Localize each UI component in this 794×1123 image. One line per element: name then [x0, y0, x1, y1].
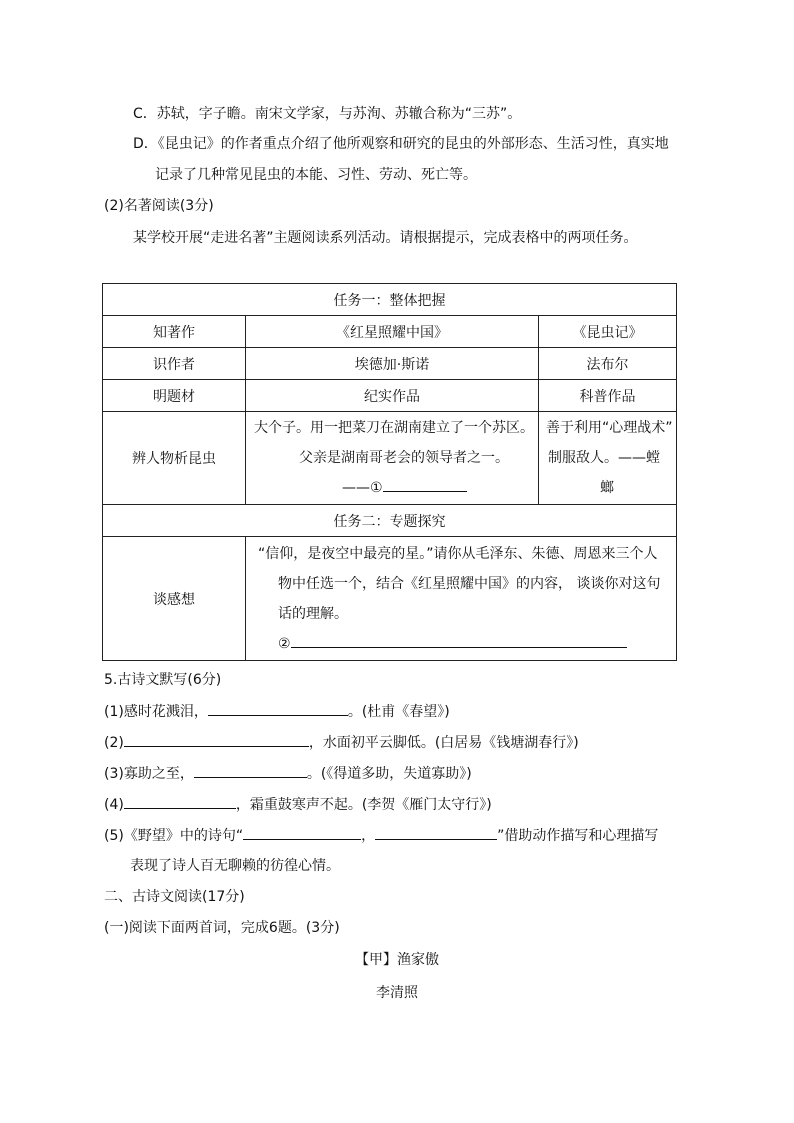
row-label: 识作者 — [103, 348, 246, 380]
answer-1-marker: ——① — [342, 480, 383, 496]
analysis-row — [103, 412, 677, 505]
q5-item5-comma: ， — [361, 828, 376, 844]
table-row — [103, 380, 677, 412]
discuss-line4 — [258, 629, 676, 659]
answer-2-blank[interactable] — [291, 633, 627, 648]
row-col2: 法布尔 — [539, 348, 677, 380]
discuss-content — [246, 537, 677, 661]
answer-2-marker: ② — [278, 635, 291, 652]
discuss-line2: 物中任选一个，结合《红星照耀中国》的内容， 谈谈你对这句 — [278, 575, 661, 592]
q5-item1-blank[interactable] — [208, 701, 348, 716]
poem-title: 【甲】渔家傲 — [355, 952, 439, 968]
q5-item4 — [104, 794, 492, 815]
section2-heading: (2)名著阅读(3分) — [104, 198, 214, 214]
table-row — [103, 316, 677, 348]
row-label: 明题材 — [103, 380, 246, 412]
q5-item5-blank-b[interactable] — [375, 825, 497, 840]
row-col2: 科普作品 — [539, 380, 677, 412]
row-label: 知著作 — [103, 316, 246, 348]
q5-item5 — [104, 825, 658, 846]
q5-item2-prefix: (2) — [104, 735, 124, 751]
q5-item3 — [104, 763, 472, 784]
row-col2: 《昆虫记》 — [539, 316, 677, 348]
q5-item4-prefix: (4) — [104, 797, 124, 813]
analysis-col2 — [539, 412, 677, 505]
discuss-row — [103, 537, 677, 661]
analysis-label: 辨人物析昆虫 — [103, 412, 246, 505]
discuss-line1: “信仰，是夜空中最亮的星。”请你从毛泽东、朱德、周恩来三个人 — [258, 545, 658, 562]
answer-1-blank[interactable] — [383, 477, 467, 492]
task1-title: 任务一：整体把握 — [103, 284, 677, 316]
analysis-col2-line3: 螂 — [600, 480, 614, 496]
task-table — [102, 283, 677, 661]
q5-item2-suffix: ，水面初平云脚低。(白居易《钱塘湖春行》) — [308, 735, 579, 751]
discuss-line3: 话的理解。 — [278, 605, 348, 622]
analysis-col1 — [246, 412, 539, 505]
task2-title: 任务二：专题探究 — [103, 505, 677, 537]
analysis-col1-line1: 大个子。用一把菜刀在湖南建立了一个苏区。 — [254, 420, 534, 436]
q5-item3-blank[interactable] — [194, 763, 307, 778]
q5-item1-prefix: (1)感时花溅泪， — [104, 704, 208, 720]
option-c: C．苏轼，字子瞻。南宋文学家，与苏洵、苏辙合称为“三苏”。 — [133, 106, 522, 122]
analysis-col1-line3 — [254, 473, 538, 503]
q5-item2 — [104, 732, 579, 753]
row-col1: 埃德加·斯诺 — [246, 348, 539, 380]
poem-author: 李清照 — [376, 985, 418, 1001]
q5-item5-prefix: (5)《野望》中的诗句“ — [104, 828, 244, 844]
q5-item3-suffix: 。(《得道多助，失道寡助》) — [306, 766, 472, 782]
q5-item5-suffix: ”借助动作描写和心理描写 — [497, 828, 659, 844]
q5-item1-suffix: 。(杜甫《春望》) — [347, 704, 450, 720]
q5-item1 — [104, 701, 450, 722]
analysis-col2-line2: 制服敌人。——螳 — [548, 450, 660, 466]
option-d-line2: 记录了几种常见昆虫的本能、习性、劳动、死亡等。 — [155, 167, 477, 183]
option-d-line1: D．《昆虫记》的作者重点介绍了他所观察和研究的昆虫的外部形态、生活习性，真实地 — [133, 136, 669, 152]
q5-item4-suffix: ，霜重鼓寒声不起。(李贺《雁门太守行》) — [235, 797, 492, 813]
row-col1: 《红星照耀中国》 — [246, 316, 539, 348]
q5-item3-prefix: (3)寡助之至， — [104, 766, 194, 782]
q5-item5-blank-a[interactable] — [243, 825, 361, 840]
part2-sub: (一)阅读下面两首词，完成6题。(3分) — [104, 920, 340, 936]
row-col1: 纪实作品 — [246, 380, 539, 412]
analysis-col1-line2: 父亲是湖南哥老会的领导者之一。 — [299, 450, 509, 466]
part2-heading: 二、古诗文阅读(17分) — [104, 889, 245, 905]
q5-item2-blank[interactable] — [124, 732, 309, 747]
q5-item4-blank[interactable] — [124, 794, 236, 809]
analysis-col2-line1: 善于利用“心理战术” — [546, 420, 673, 436]
q5-heading: 5.古诗文默写(6分) — [104, 672, 222, 688]
section2-intro: 某学校开展“走进名著”主题阅读系列活动。请根据提示，完成表格中的两项任务。 — [133, 230, 638, 246]
q5-item5-line2: 表现了诗人百无聊赖的彷徨心情。 — [130, 858, 340, 874]
table-row — [103, 348, 677, 380]
discuss-label: 谈感想 — [103, 537, 246, 661]
